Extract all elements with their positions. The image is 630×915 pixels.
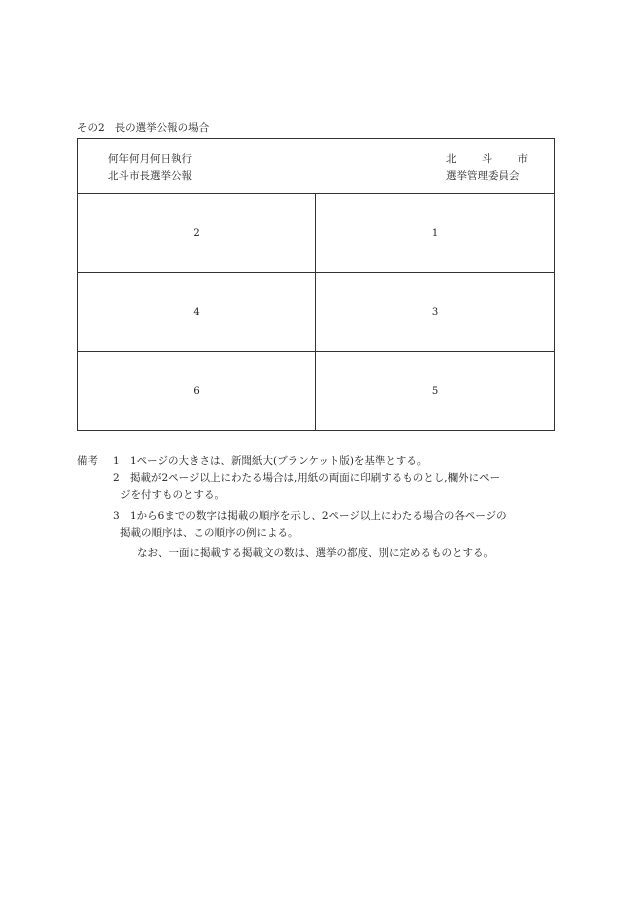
remark-text: 1ページの大きさは、新聞紙大(ブランケット版)を基準とする。 xyxy=(130,455,428,467)
remark-number: 2 xyxy=(113,472,120,484)
remark-text-continued: なお、一面に掲載する掲載文の数は、選挙の都度、別に定めるものとする。 xyxy=(137,547,494,559)
remark-item xyxy=(113,453,427,470)
grid-cell xyxy=(316,273,554,352)
page-order-grid xyxy=(78,194,554,431)
grid-cell xyxy=(316,352,554,431)
remark-text-continued: ジを付すものとする。 xyxy=(120,489,225,501)
cell-number: 2 xyxy=(193,227,200,239)
heading-title: 長の選挙公報の場合 xyxy=(114,122,210,134)
cell-number: 5 xyxy=(431,386,439,397)
section-heading xyxy=(77,120,209,135)
grid-cell xyxy=(316,194,554,273)
cell-number: 6 xyxy=(193,386,200,397)
bulletin-header xyxy=(78,139,554,194)
remark-text-continued: 掲載の順序は、この順序の例による。 xyxy=(120,527,299,539)
remark-text: 掲載が2ページ以上にわたる場合は,用紙の両面に印刷するものとし,欄外にペー xyxy=(130,472,501,484)
city-char: 斗 xyxy=(481,153,493,165)
bulletin-layout-sheet xyxy=(77,138,555,431)
remark-item xyxy=(113,508,507,525)
remark-number: 1 xyxy=(113,455,120,467)
city-char: 市 xyxy=(517,153,528,165)
cell-number: 4 xyxy=(193,306,200,318)
grid-cell xyxy=(78,352,316,431)
grid-cell xyxy=(78,273,316,352)
bulletin-title: 北斗市長選挙公報 xyxy=(108,170,192,182)
remark-item xyxy=(113,470,500,487)
grid-cell xyxy=(78,194,316,273)
city-char: 北 xyxy=(446,153,457,165)
heading-part: その2 xyxy=(77,122,105,134)
remark-text: 1から6までの数字は掲載の順序を示し、2ページ以上にわたる場合の各ページの xyxy=(130,510,507,522)
remarks-label: 備考 xyxy=(77,455,98,467)
remark-number: 3 xyxy=(113,510,120,522)
election-date: 何年何月何日執行 xyxy=(108,153,192,165)
city-name xyxy=(446,151,528,168)
committee-name: 選挙管理委員会 xyxy=(446,170,520,182)
cell-number: 1 xyxy=(431,227,439,239)
cell-number: 3 xyxy=(431,306,439,318)
